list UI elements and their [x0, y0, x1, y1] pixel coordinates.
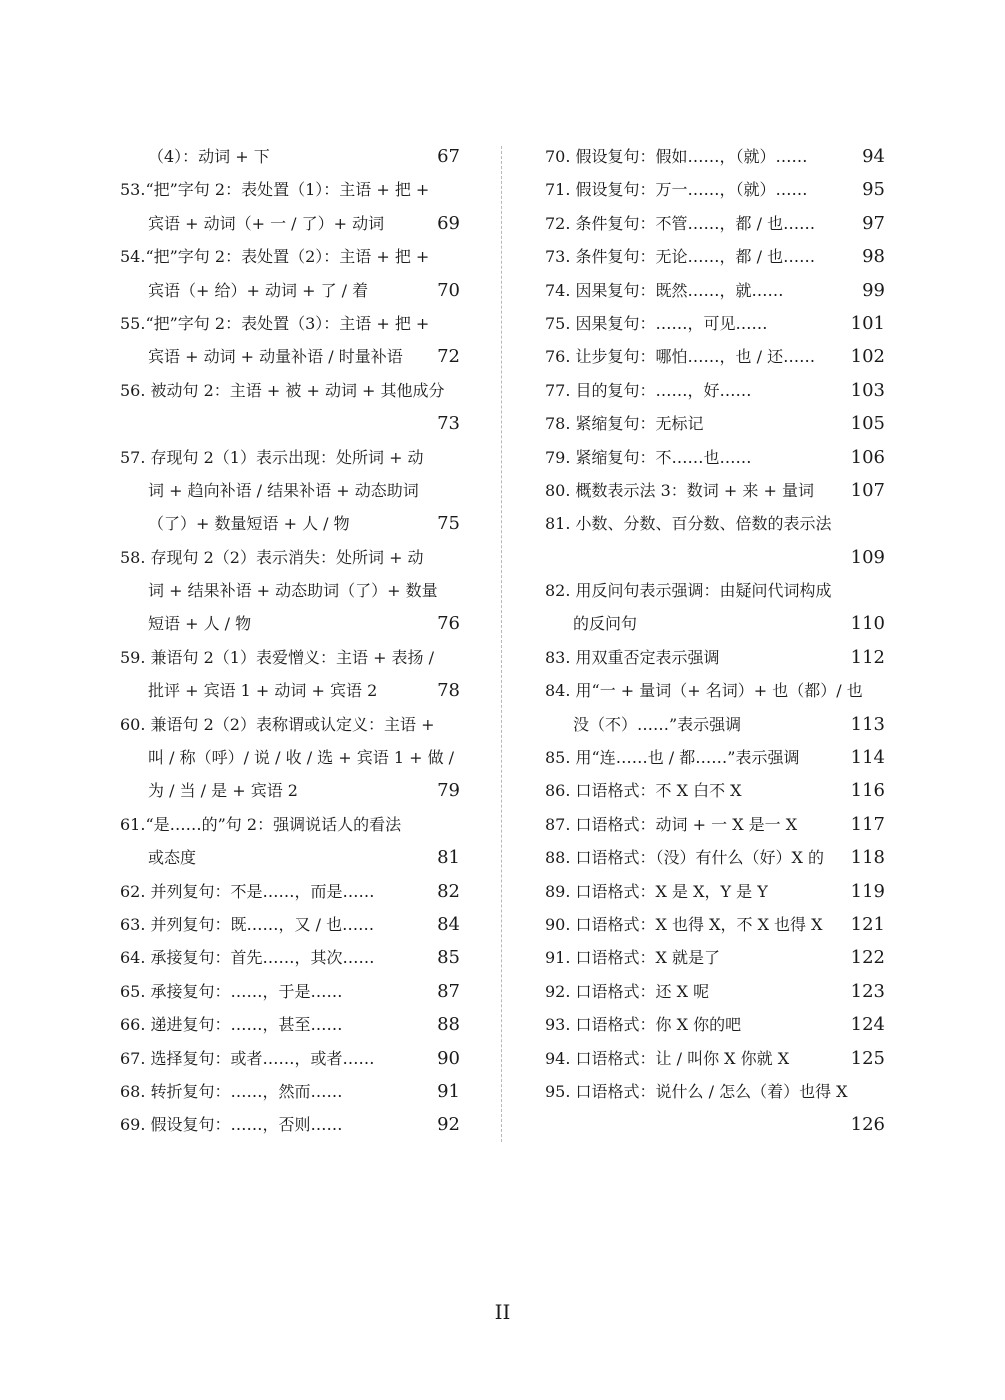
toc-entry-page: 109 [850, 546, 885, 568]
toc-entry-line [545, 774, 885, 807]
toc-entry-text: 66. 递进复句：……，甚至…… [120, 1015, 343, 1035]
page-number: II [494, 1300, 511, 1324]
toc-entry-line [545, 708, 885, 741]
toc-entry-text: 词 + 结果补语 + 动态助词（了）+ 数量 [148, 581, 438, 601]
toc-entry-line [545, 441, 885, 474]
toc-entry-page: 79 [437, 780, 460, 802]
toc-entry-text: 84. 用“一 + 量词（+ 名词）+ 也（都）/ 也 [545, 681, 863, 701]
toc-entry-line [120, 908, 460, 941]
toc-entry-text: 54.“把”字句 2：表处置（2）：主语 + 把 + [120, 247, 430, 267]
toc-entry-page: 126 [850, 1114, 885, 1136]
toc-entry-page: 110 [850, 613, 885, 635]
toc-entry-text: 83. 用双重否定表示强调 [545, 647, 720, 667]
toc-entry-text: 70. 假设复句：假如……，（就）…… [545, 147, 808, 166]
toc-entry-text: 或态度 [148, 848, 197, 868]
toc-entry-line [120, 307, 460, 340]
toc-entry-text: 的反问句 [573, 614, 638, 634]
toc-entry-line [545, 607, 885, 640]
toc-entry-text: 67. 选择复句：或者……，或者…… [120, 1048, 375, 1068]
toc-entry-line [545, 407, 885, 440]
toc-entry-line [545, 975, 885, 1008]
toc-entry-page: 97 [862, 212, 885, 234]
toc-entry-text: 79. 紧缩复句：不……也…… [545, 447, 752, 467]
toc-entry-line [120, 140, 460, 173]
toc-entry-page: 119 [850, 880, 885, 902]
toc-entry-text: 58. 存现句 2（2）表示消失：处所词 + 动 [120, 547, 424, 567]
toc-entry-text: 91. 口语格式：X 就是了 [545, 948, 721, 968]
toc-entry-line [120, 708, 460, 741]
toc-entry-page: 106 [850, 446, 885, 468]
toc-entry-text: 为 / 当 / 是 + 宾语 2 [148, 781, 298, 801]
toc-entry-page: 78 [437, 680, 460, 702]
toc-entry-page: 113 [850, 713, 885, 735]
toc-entry-line [545, 908, 885, 941]
toc-entry-line [120, 1075, 460, 1108]
toc-entry-line [545, 541, 885, 574]
toc-entry-text: 73. 条件复句：无论……，都 / 也…… [545, 247, 816, 267]
toc-entry-line [545, 808, 885, 841]
toc-entry-page: 107 [850, 479, 885, 501]
toc-entry-page: 82 [437, 880, 460, 902]
toc-entry-line [545, 240, 885, 273]
toc-entry-line [120, 941, 460, 974]
toc-entry-text: 82. 用反问句表示强调：由疑问代词构成 [545, 581, 832, 601]
toc-entry-text: 72. 条件复句：不管……，都 / 也…… [545, 213, 816, 233]
toc-entry-text: 74. 因果复句：既然……，就…… [545, 280, 784, 300]
toc-entry-line [545, 1108, 885, 1141]
toc-entry-text: 76. 让步复句：哪怕……，也 / 还…… [545, 347, 816, 367]
toc-entry-page: 114 [850, 747, 885, 769]
toc-entry-page: 76 [437, 613, 460, 635]
toc-entry-text: 53.“把”字句 2：表处置（1）：主语 + 把 + [120, 180, 430, 200]
toc-entry-page: 70 [437, 279, 460, 301]
toc-entry-page: 88 [437, 1014, 460, 1036]
toc-entry-line [545, 741, 885, 774]
toc-entry-text: 叫 / 称（呼）/ 说 / 收 / 选 + 宾语 1 + 做 / [148, 748, 455, 768]
toc-entry-text: 59. 兼语句 2（1）表爱憎义：主语 + 表扬 / [120, 647, 435, 667]
toc-entry-page: 92 [437, 1114, 460, 1136]
toc-entry-text: 92. 口语格式：还 X 呢 [545, 981, 710, 1001]
toc-entry-page: 124 [850, 1014, 885, 1036]
toc-entry-text: 69. 假设复句：……，否则…… [120, 1115, 343, 1135]
toc-entry-line [120, 207, 460, 240]
toc-entry-page: 99 [862, 279, 885, 301]
toc-entry-line [545, 1042, 885, 1075]
toc-entry-page: 90 [437, 1047, 460, 1069]
toc-entry-text: 80. 概数表示法 3：数词 + 来 + 量词 [545, 480, 814, 500]
toc-entry-text: 81. 小数、分数、百分数、倍数的表示法 [545, 514, 832, 534]
toc-entry-page: 121 [850, 913, 885, 935]
toc-entry-line [545, 574, 885, 607]
toc-entry-line [545, 307, 885, 340]
toc-entry-text: 95. 口语格式：说什么 / 怎么（着）也得 X [545, 1081, 848, 1101]
toc-entry-text: 词 + 趋向补语 / 结果补语 + 动态助词 [148, 480, 419, 500]
toc-entry-text: 87. 口语格式：动词 + 一 X 是一 X [545, 814, 798, 834]
toc-entry-page: 103 [850, 379, 885, 401]
toc-entry-line [120, 574, 460, 607]
toc-entry-line [120, 407, 460, 440]
column-divider [501, 146, 502, 1142]
toc-entry-page: 118 [850, 847, 885, 869]
toc-entry-text: 63. 并列复句：既……，又 / 也…… [120, 914, 375, 934]
toc-entry-line [120, 507, 460, 540]
toc-entry-line [120, 240, 460, 273]
toc-entry-line [545, 941, 885, 974]
toc-entry-line [545, 274, 885, 307]
toc-entry-text: 71. 假设复句：万一……，（就）…… [545, 180, 808, 200]
toc-entry-page: 94 [862, 146, 885, 167]
toc-column-left [120, 140, 460, 1142]
toc-entry-text: 88. 口语格式：（没）有什么（好）X 的 [545, 848, 825, 868]
toc-entry-line [120, 340, 460, 373]
toc-entry-page: 75 [437, 513, 460, 535]
toc-entry-line [120, 674, 460, 707]
toc-entry-line [120, 1008, 460, 1041]
toc-entry-text: 94. 口语格式：让 / 叫你 X 你就 X [545, 1048, 790, 1068]
toc-entry-line [545, 140, 885, 173]
toc-entry-text: 62. 并列复句：不是……，而是…… [120, 881, 375, 901]
toc-entry-text: 85. 用“连……也 / 都……”表示强调 [545, 748, 800, 768]
toc-entry-line [545, 674, 885, 707]
toc-entry-page: 122 [850, 947, 885, 969]
toc-entry-line [545, 841, 885, 874]
toc-entry-line [120, 474, 460, 507]
toc-entry-text: 批评 + 宾语 1 + 动词 + 宾语 2 [148, 681, 378, 701]
toc-entry-line [120, 774, 460, 807]
toc-entry-line [545, 1075, 885, 1108]
toc-entry-text: 55.“把”字句 2：表处置（3）：主语 + 把 + [120, 313, 430, 333]
toc-entry-line [545, 340, 885, 373]
toc-entry-text: （4）：动词 + 下 [148, 147, 270, 166]
toc-entry-page: 123 [850, 980, 885, 1002]
toc-entry-page: 116 [850, 780, 885, 802]
toc-entry-line [120, 441, 460, 474]
toc-entry-text: 56. 被动句 2：主语 + 被 + 动词 + 其他成分 [120, 380, 445, 400]
toc-entry-text: 短语 + 人 / 物 [148, 614, 252, 634]
toc-entry-page: 112 [850, 646, 885, 668]
toc-entry-text: 宾语 + 动词 + 动量补语 / 时量补语 [148, 347, 403, 367]
toc-entry-text: 65. 承接复句：……，于是…… [120, 981, 343, 1001]
toc-entry-page: 69 [437, 212, 460, 234]
toc-entry-text: 57. 存现句 2（1）表示出现：处所词 + 动 [120, 447, 424, 467]
toc-entry-line [120, 173, 460, 206]
toc-entry-page: 117 [850, 813, 885, 835]
toc-entry-line [120, 1042, 460, 1075]
toc-entry-line [545, 1008, 885, 1041]
toc-entry-page: 87 [437, 980, 460, 1002]
toc-entry-page: 125 [850, 1047, 885, 1069]
toc-entry-text: 61.“是……的”句 2：强调说话人的看法 [120, 814, 402, 834]
toc-column-right [545, 140, 885, 1142]
toc-entry-line [120, 274, 460, 307]
toc-entry-line [120, 808, 460, 841]
toc-entry-page: 72 [437, 346, 460, 368]
toc-entry-text: 78. 紧缩复句：无标记 [545, 414, 704, 434]
toc-entry-line [545, 641, 885, 674]
toc-entry-line [545, 474, 885, 507]
toc-entry-line [120, 541, 460, 574]
toc-entry-line [545, 374, 885, 407]
toc-entry-page: 95 [862, 179, 885, 201]
toc-entry-line [120, 641, 460, 674]
toc-entry-page: 85 [437, 947, 460, 969]
toc-entry-text: 宾语 + 动词（+ 一 / 了）+ 动词 [148, 213, 385, 233]
toc-entry-text: 68. 转折复句：……，然而…… [120, 1081, 343, 1101]
toc-entry-text: 90. 口语格式：X 也得 X，不 X 也得 X [545, 914, 823, 934]
toc-entry-line [545, 207, 885, 240]
toc-entry-page: 84 [437, 913, 460, 935]
toc-entry-text: 宾语（+ 给）+ 动词 + 了 / 着 [148, 280, 369, 300]
toc-entry-text: 93. 口语格式：你 X 你的吧 [545, 1015, 742, 1035]
toc-entry-text: 75. 因果复句：……，可见…… [545, 313, 768, 333]
toc-entry-text: 60. 兼语句 2（2）表称谓或认定义：主语 + [120, 714, 435, 734]
toc-entry-page: 81 [437, 847, 460, 869]
toc-entry-line [545, 507, 885, 540]
toc-entry-line [120, 741, 460, 774]
toc-entry-line [545, 875, 885, 908]
toc-entry-line [120, 841, 460, 874]
toc-entry-text: 89. 口语格式：X 是 X，Y 是 Y [545, 881, 768, 901]
toc-entry-page: 91 [437, 1080, 460, 1102]
toc-entry-line [120, 875, 460, 908]
toc-entry-line [120, 1108, 460, 1141]
toc-entry-text: 86. 口语格式：不 X 白不 X [545, 781, 742, 801]
toc-entry-page: 105 [850, 413, 885, 435]
toc-entry-page: 73 [437, 413, 460, 435]
toc-entry-text: 没（不）……”表示强调 [573, 714, 742, 734]
toc-entry-page: 67 [437, 146, 460, 167]
toc-entry-text: （了）+ 数量短语 + 人 / 物 [148, 514, 350, 534]
toc-entry-text: 77. 目的复句：……，好…… [545, 380, 752, 400]
toc-entry-line [120, 607, 460, 640]
toc-entry-page: 102 [850, 346, 885, 368]
toc-entry-page: 98 [862, 246, 885, 268]
toc-entry-line [120, 975, 460, 1008]
toc-entry-line [120, 374, 460, 407]
toc-entry-page: 101 [850, 312, 885, 334]
toc-entry-line [545, 173, 885, 206]
toc-entry-text: 64. 承接复句：首先……，其次…… [120, 948, 375, 968]
